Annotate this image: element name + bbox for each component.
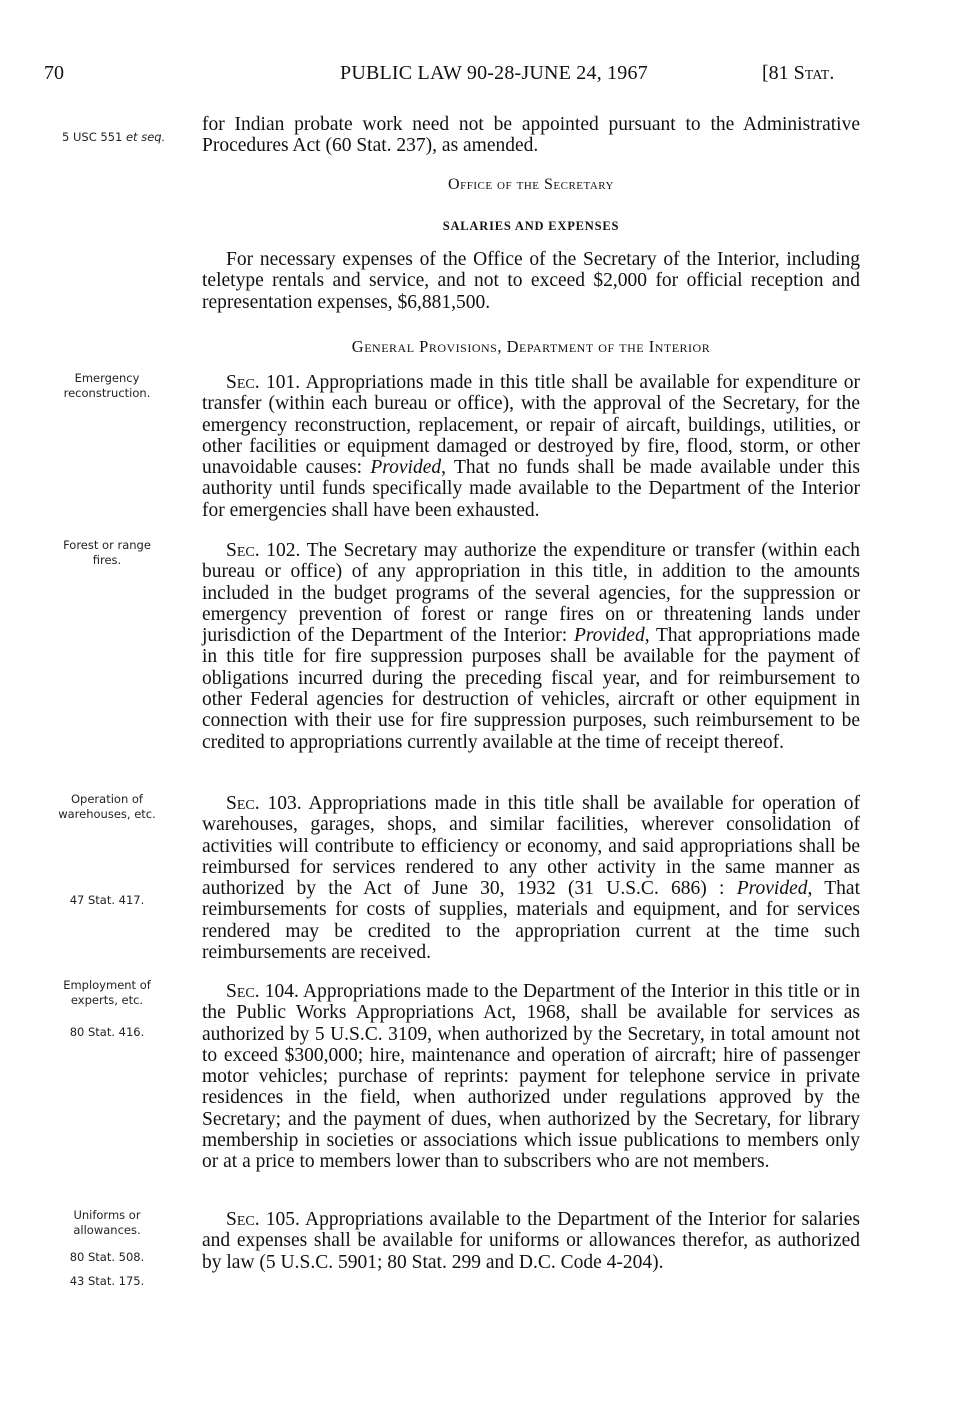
section-101-text: Appropriations made in this title shall be available for expenditure or transfer (within each bureau or office), with the approval of the Secretary, for the emergency reconstruction, replacement, or repair of aircaft, buildings, utilities, or other facilities or equipment damaged or destroyed by fire, flood, storm, or other unavoidable causes: (202, 372, 860, 479)
margin-note-operation: Operation of warehouses, etc. (58, 792, 156, 821)
section-102-text-after: , That appropriations made in this title for fire suppression purposes shall be available for the payment of obligations incurred during the preceding fiscal year, and for reimbursement to other Federal agencies for destruction of vehicles, aircraft or other equipment in connection with their use for fire suppression purposes, such reimbursement to be credited to appropriations currently available at the time of receipt thereof. (202, 625, 860, 753)
volume-citation: [81 Stat. (762, 62, 835, 84)
section-101-text-after: , That no funds shall be made available under this authority until funds specifically made available to the Department of the Interior for emergencies shall have been exhausted. (202, 457, 860, 521)
margin-note-5-usc-551 (62, 130, 172, 145)
section-103-text: Appropriations made in this title shall be available for operation of warehouses, garages, shops, and similar facilities, wherever consolidation of activities will contribute to efficiency or economy, and said appropriations shall be reimbursed for services rendered to any other activity in the same manner as authorized by the Act of June 30, 1932 (31 U.S.C. 686) : (202, 793, 860, 900)
margin-note-5-usc-551-text: 5 USC 551 (62, 130, 126, 144)
section-105 (202, 1209, 860, 1273)
section-104-label: Sec. 104. (226, 981, 299, 1002)
margin-note-43-stat-175: 43 Stat. 175. (69, 1274, 145, 1288)
section-105-label: Sec. 105. (226, 1209, 300, 1230)
opening-paragraph: for Indian probate work need not be appointed pursuant to the Administrative Procedures Act (60 Stat. 237), as amended. (202, 114, 860, 157)
section-101-provided: Provided (370, 457, 442, 479)
section-105-text: Appropriations available to the Department of the Interior for salaries and expenses shall be available for uniforms or allowances therefor, as authorized by law (5 U.S.C. 5901; 80 Stat. 299 and D.C. Code 4-204). (202, 1209, 860, 1273)
margin-note-forest: Forest or range fires. (63, 538, 151, 567)
section-102-provided: Provided (573, 625, 645, 647)
section-103-provided: Provided (736, 878, 808, 900)
salaries-paragraph: For necessary expenses of the Office of the Secretary of the Interior, including teletype rentals and service, and not to exceed $2,000 for official reception and representation expenses, $6,881,500. (202, 249, 860, 313)
section-104-text: Appropriations made to the Department of the Interior in this title or in the Public Works Appropriations Act, 1968, shall be available for services as authorized by 5 U.S.C. 3109, when authorized by the Secretary, in total amount not to exceed $300,000; hire, maintenance and operation of aircraft; hire of passenger motor vehicles; purchase of reprints: payment for telephone service in private residences in the field, when authorized under regulations approved by the Secretary; and the payment of dues, when authorized by the Secretary, for library membership in societies or associations which issue publications to members only or at a price to members lower than to subscribers who are not members. (202, 981, 860, 1173)
margin-note-et-seq: et seq. (125, 130, 166, 144)
margin-note-80-stat-508: 80 Stat. 508. (69, 1250, 145, 1264)
office-heading: Office of the Secretary (448, 176, 614, 193)
section-102-text: The Secretary may authorize the expenditure or transfer (within each bureau or office) of any appropriation in this title, in addition to the amounts included in the budget programs of the several agencies, for the suppression or emergency prevention of forest or range fires on or threatening lands under jurisdiction of the Department of the Interior: (202, 540, 860, 647)
margin-note-employment: Employment of experts, etc. (63, 978, 151, 1007)
salaries-heading: SALARIES AND EXPENSES (442, 219, 620, 233)
section-102-label: Sec. 102. (226, 540, 301, 561)
section-101 (202, 372, 860, 521)
page-number: 70 (44, 62, 64, 84)
general-provisions-heading: General Provisions, Department of the Interior (351, 337, 711, 356)
margin-note-emergency: Emergency reconstruction. (63, 371, 151, 400)
running-head: PUBLIC LAW 90-28-JUNE 24, 1967 (340, 62, 648, 84)
margin-note-uniforms: Uniforms or allowances. (73, 1208, 141, 1237)
section-103-label: Sec. 103. (226, 793, 302, 814)
section-101-label: Sec. 101. (226, 372, 301, 393)
margin-note-80-stat-416: 80 Stat. 416. (69, 1025, 145, 1039)
margin-note-47-stat-417: 47 Stat. 417. (69, 893, 145, 907)
section-102 (202, 540, 860, 753)
section-103 (202, 793, 860, 963)
section-103-text-after: , That reimbursements for costs of supplies, materials and equipment, and for services rendered may be credited to the appropriation current at the time such reimbursements are received. (202, 878, 860, 964)
section-104 (202, 981, 860, 1173)
